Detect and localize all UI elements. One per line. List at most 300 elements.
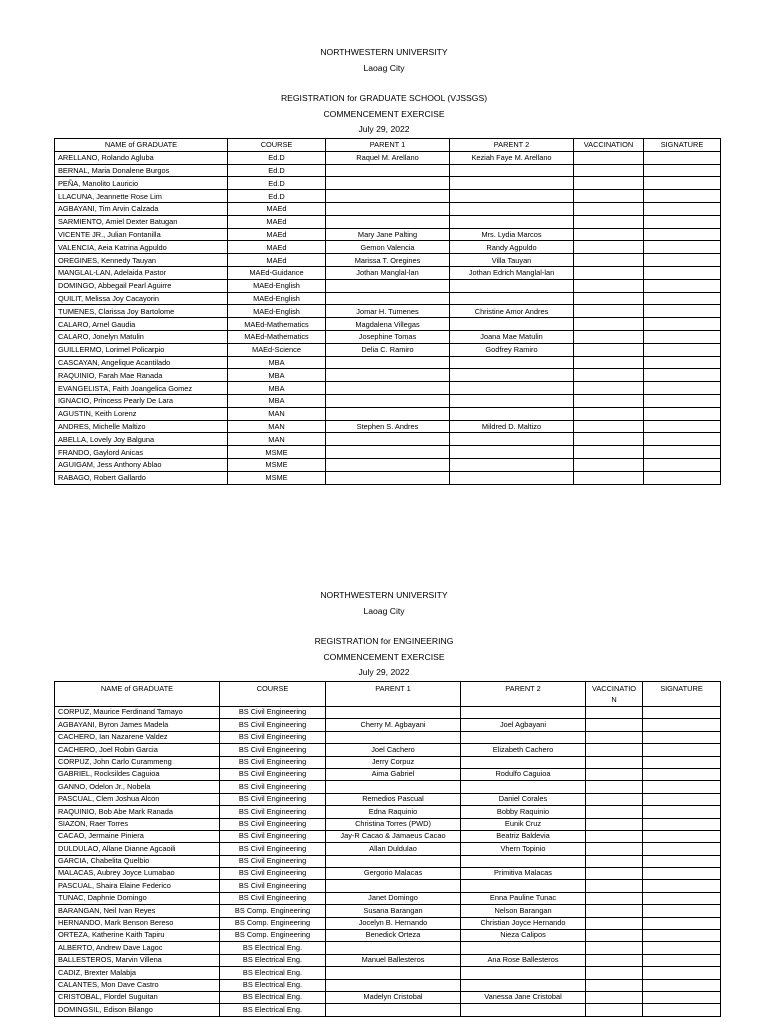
parent2-cell xyxy=(461,731,586,743)
parent2-cell: Ana Rose Ballesteros xyxy=(461,954,586,966)
parent1-cell xyxy=(326,855,461,867)
signature-cell xyxy=(644,292,721,305)
course-cell: BS Electrical Eng. xyxy=(220,979,326,991)
parent1-cell: Jerry Corpuz xyxy=(326,756,461,768)
course-cell: MAEd xyxy=(228,254,326,267)
table-row xyxy=(55,905,721,917)
signature-cell xyxy=(644,228,721,241)
course-cell: MAEd-Mathematics xyxy=(228,318,326,331)
parent1-cell xyxy=(326,356,450,369)
course-cell: Ed.D xyxy=(228,177,326,190)
registration-title: REGISTRATION for ENGINEERING xyxy=(314,636,454,646)
course-cell: MAEd-English xyxy=(228,279,326,292)
table-row xyxy=(55,806,721,818)
graduate-name-cell: AGBAYANI, Byron James Madela xyxy=(55,719,220,731)
parent2-cell: Mildred D. Maltizo xyxy=(450,420,574,433)
vaccination-cell xyxy=(586,954,643,966)
column-header: PARENT 1 xyxy=(326,682,461,707)
course-cell: BS Civil Engineering xyxy=(220,781,326,793)
graduate-name-cell: ALBERTO, Andrew Dave Lagoc xyxy=(55,942,220,954)
engineering-table xyxy=(54,681,721,1017)
column-header: NAME of GRADUATE xyxy=(55,682,220,707)
signature-cell xyxy=(644,266,721,279)
parent1-cell xyxy=(326,446,450,459)
column-header: SIGNATURE xyxy=(643,682,721,707)
graduate-name-cell: DULDULAO, Allane Dianne Agcaoili xyxy=(55,843,220,855)
table-row xyxy=(55,744,721,756)
table-row xyxy=(55,818,721,830)
table-body xyxy=(55,151,721,484)
parent1-cell: Gergorio Malacas xyxy=(326,868,461,880)
section1-header xyxy=(0,45,768,138)
vaccination-cell xyxy=(574,369,644,382)
signature-cell xyxy=(644,305,721,318)
vaccination-cell xyxy=(586,744,643,756)
course-cell: MBA xyxy=(228,356,326,369)
parent1-cell: Janet Domingo xyxy=(326,892,461,904)
parent2-cell xyxy=(450,369,574,382)
parent1-cell xyxy=(326,1004,461,1016)
vaccination-cell xyxy=(586,719,643,731)
vaccination-cell xyxy=(574,164,644,177)
parent1-cell xyxy=(326,177,450,190)
parent1-cell xyxy=(326,382,450,395)
column-header: COURSE xyxy=(228,139,326,152)
graduate-school-table xyxy=(54,138,721,485)
graduate-name-cell: PASCUAL, Shaira Elaine Federico xyxy=(55,880,220,892)
signature-cell xyxy=(644,241,721,254)
university-name: NORTHWESTERN UNIVERSITY xyxy=(320,590,448,600)
registration-title: REGISTRATION for GRADUATE SCHOOL (VJSSGS) xyxy=(280,93,488,103)
course-cell: BS Civil Engineering xyxy=(220,707,326,719)
course-cell: MAEd xyxy=(228,215,326,228)
signature-cell xyxy=(643,768,721,780)
course-cell: BS Civil Engineering xyxy=(220,756,326,768)
graduate-name-cell: RAQUINIO, Bob Abe Mark Ranada xyxy=(55,806,220,818)
table-row xyxy=(55,719,721,731)
vaccination-cell xyxy=(574,330,644,343)
vaccination-cell xyxy=(586,707,643,719)
city: Laoag City xyxy=(363,605,405,616)
parent2-cell: Jothan Edrich Manglal-lan xyxy=(450,266,574,279)
parent2-cell: Rodulfo Caguioa xyxy=(461,768,586,780)
vaccination-cell xyxy=(586,855,643,867)
graduate-name-cell: CACAO, Jermaine Piniera xyxy=(55,830,220,842)
table-row xyxy=(55,407,721,420)
signature-cell xyxy=(643,892,721,904)
signature-cell xyxy=(643,756,721,768)
parent1-cell xyxy=(326,707,461,719)
signature-cell xyxy=(643,905,721,917)
parent2-cell xyxy=(450,433,574,446)
course-cell: BS Electrical Eng. xyxy=(220,954,326,966)
course-cell: BS Civil Engineering xyxy=(220,892,326,904)
column-header: NAME of GRADUATE xyxy=(55,139,228,152)
parent2-cell xyxy=(450,215,574,228)
graduate-name-cell: GARCIA, Chabelita Quelbio xyxy=(55,855,220,867)
parent1-cell xyxy=(326,202,450,215)
signature-cell xyxy=(644,471,721,484)
graduate-name-cell: CALARO, Jonelyn Matulin xyxy=(55,330,228,343)
parent2-cell: Eunik Cruz xyxy=(461,818,586,830)
vaccination-cell xyxy=(574,407,644,420)
course-cell: MAEd-English xyxy=(228,305,326,318)
parent1-cell: Delia C. Ramiro xyxy=(326,343,450,356)
parent2-cell: Christine Amor Andres xyxy=(450,305,574,318)
table-row xyxy=(55,228,721,241)
vaccination-cell xyxy=(586,905,643,917)
table-row xyxy=(55,868,721,880)
parent1-cell: Cherry M. Agbayani xyxy=(326,719,461,731)
graduate-name-cell: AGUSTIN, Keith Lorenz xyxy=(55,407,228,420)
parent2-cell xyxy=(450,471,574,484)
column-header: SIGNATURE xyxy=(644,139,721,152)
table-row xyxy=(55,731,721,743)
parent1-cell: Benedick Orteza xyxy=(326,930,461,942)
parent1-cell xyxy=(326,190,450,203)
course-cell: MBA xyxy=(228,369,326,382)
graduate-name-cell: SARMIENTO, Amiel Dexter Batugan xyxy=(55,215,228,228)
course-cell: BS Electrical Eng. xyxy=(220,1004,326,1016)
signature-cell xyxy=(643,880,721,892)
table-row xyxy=(55,781,721,793)
signature-cell xyxy=(644,190,721,203)
vaccination-cell xyxy=(574,266,644,279)
graduate-name-cell: DOMINGSIL, Edison Bilango xyxy=(55,1004,220,1016)
parent1-cell: Jomar H. Tumenes xyxy=(326,305,450,318)
parent1-cell xyxy=(326,880,461,892)
parent1-cell: Susana Barangan xyxy=(326,905,461,917)
table-row xyxy=(55,458,721,471)
table-header-row xyxy=(55,139,721,152)
graduate-name-cell: BERNAL, Maria Donalene Burgos xyxy=(55,164,228,177)
parent2-cell xyxy=(461,707,586,719)
vaccination-cell xyxy=(586,843,643,855)
parent2-cell: Christian Joyce Hernando xyxy=(461,917,586,929)
signature-cell xyxy=(643,731,721,743)
graduate-name-cell: HERNANDO, Mark Benson Bereso xyxy=(55,917,220,929)
graduate-name-cell: IGNACIO, Princess Pearly De Lara xyxy=(55,394,228,407)
graduate-name-cell: PEÑA, Manolito Lauricio xyxy=(55,177,228,190)
table-row xyxy=(55,190,721,203)
course-cell: BS Civil Engineering xyxy=(220,880,326,892)
parent2-cell: Keziah Faye M. Arellano xyxy=(450,151,574,164)
graduate-name-cell: TUNAC, Daphnie Domingo xyxy=(55,892,220,904)
table-row xyxy=(55,979,721,991)
graduate-name-cell: CORPUZ, Maurice Ferdinand Tamayo xyxy=(55,707,220,719)
course-cell: BS Electrical Eng. xyxy=(220,991,326,1003)
parent1-cell xyxy=(326,292,450,305)
table-row xyxy=(55,471,721,484)
table-row xyxy=(55,446,721,459)
parent2-cell xyxy=(450,164,574,177)
signature-cell xyxy=(643,979,721,991)
parent2-cell: Daniel Corales xyxy=(461,793,586,805)
column-header: VACCINATION xyxy=(574,139,644,152)
table-row xyxy=(55,930,721,942)
course-cell: MSME xyxy=(228,446,326,459)
signature-cell xyxy=(644,446,721,459)
table-row xyxy=(55,369,721,382)
table-row xyxy=(55,793,721,805)
table-row xyxy=(55,1004,721,1016)
graduate-name-cell: QUILIT, Melissa Joy Cacayorin xyxy=(55,292,228,305)
parent1-cell: Aima Gabriel xyxy=(326,768,461,780)
course-cell: BS Electrical Eng. xyxy=(220,967,326,979)
table-row xyxy=(55,843,721,855)
parent2-cell xyxy=(450,356,574,369)
vaccination-cell xyxy=(574,190,644,203)
vaccination-cell xyxy=(586,868,643,880)
graduate-name-cell: CADIZ, Brexter Malabja xyxy=(55,967,220,979)
parent2-cell: Joana Mae Matulin xyxy=(450,330,574,343)
parent2-cell xyxy=(450,382,574,395)
vaccination-cell xyxy=(574,151,644,164)
parent1-cell xyxy=(326,407,450,420)
parent2-cell xyxy=(450,446,574,459)
parent1-cell: Edna Raquinio xyxy=(326,806,461,818)
parent2-cell: Vhern Topinio xyxy=(461,843,586,855)
graduate-name-cell: CALARO, Arnel Gaudia xyxy=(55,318,228,331)
parent1-cell: Jothan Manglal-lan xyxy=(326,266,450,279)
course-cell: MAEd-Guidance xyxy=(228,266,326,279)
parent1-cell: Mary Jane Palting xyxy=(326,228,450,241)
signature-cell xyxy=(643,868,721,880)
event-title: COMMENCEMENT EXERCISE xyxy=(323,651,445,662)
vaccination-cell xyxy=(574,420,644,433)
graduate-name-cell: EVANGELISTA, Faith Joangelica Gomez xyxy=(55,382,228,395)
course-cell: BS Civil Engineering xyxy=(220,818,326,830)
parent1-cell xyxy=(326,215,450,228)
parent1-cell xyxy=(326,979,461,991)
vaccination-cell xyxy=(586,967,643,979)
parent2-cell xyxy=(450,292,574,305)
course-cell: BS Civil Engineering xyxy=(220,830,326,842)
vaccination-cell xyxy=(574,382,644,395)
graduate-name-cell: ANDRES, Michelle Maltizo xyxy=(55,420,228,433)
table-row xyxy=(55,254,721,267)
vaccination-cell xyxy=(586,830,643,842)
parent2-cell: Randy Agpuldo xyxy=(450,241,574,254)
course-cell: MAN xyxy=(228,420,326,433)
parent1-cell: Stephen S. Andres xyxy=(326,420,450,433)
table-row xyxy=(55,967,721,979)
table-row xyxy=(55,343,721,356)
graduate-name-cell: GANNO, Odelon Jr., Nobela xyxy=(55,781,220,793)
vaccination-cell xyxy=(574,394,644,407)
vaccination-cell xyxy=(574,318,644,331)
table-row xyxy=(55,768,721,780)
graduate-name-cell: BALLESTEROS, Marvin Villena xyxy=(55,954,220,966)
vaccination-cell xyxy=(586,781,643,793)
parent2-cell: Vanessa Jane Cristobal xyxy=(461,991,586,1003)
column-header: COURSE xyxy=(220,682,326,707)
signature-cell xyxy=(644,369,721,382)
parent1-cell: Madelyn Cristobal xyxy=(326,991,461,1003)
course-cell: BS Civil Engineering xyxy=(220,793,326,805)
vaccination-cell xyxy=(586,930,643,942)
table-row xyxy=(55,215,721,228)
graduate-name-cell: PASCUAL, Clem Joshua Alcon xyxy=(55,793,220,805)
parent2-cell: Nelson Barangan xyxy=(461,905,586,917)
signature-cell xyxy=(643,830,721,842)
table-row xyxy=(55,917,721,929)
city: Laoag City xyxy=(363,62,405,73)
table-row xyxy=(55,394,721,407)
parent1-cell xyxy=(326,433,450,446)
course-cell: MBA xyxy=(228,394,326,407)
parent2-cell xyxy=(450,202,574,215)
vaccination-cell xyxy=(574,446,644,459)
column-header: VACCINATIO N xyxy=(586,682,643,707)
table-row xyxy=(55,880,721,892)
parent1-cell: Gemon Valencia xyxy=(326,241,450,254)
signature-cell xyxy=(643,818,721,830)
table-row xyxy=(55,241,721,254)
parent1-cell xyxy=(326,164,450,177)
signature-cell xyxy=(643,930,721,942)
vaccination-cell xyxy=(586,880,643,892)
vaccination-cell xyxy=(574,471,644,484)
signature-cell xyxy=(644,394,721,407)
parent1-cell xyxy=(326,458,450,471)
parent2-cell: Elizabeth Cachero xyxy=(461,744,586,756)
graduate-name-cell: AGUIGAM, Jess Anthony Ablao xyxy=(55,458,228,471)
table-row xyxy=(55,892,721,904)
vaccination-cell xyxy=(574,254,644,267)
graduate-name-cell: VICENTE JR., Julian Fontanilla xyxy=(55,228,228,241)
parent2-cell xyxy=(461,967,586,979)
parent2-cell xyxy=(450,318,574,331)
table-header-row xyxy=(55,682,721,707)
signature-cell xyxy=(644,215,721,228)
graduate-name-cell: SIAZON, Raer Torres xyxy=(55,818,220,830)
course-cell: BS Civil Engineering xyxy=(220,731,326,743)
course-cell: MAEd xyxy=(228,241,326,254)
table-row xyxy=(55,305,721,318)
signature-cell xyxy=(644,343,721,356)
table-row xyxy=(55,356,721,369)
signature-cell xyxy=(644,330,721,343)
parent1-cell: Remedios Pascual xyxy=(326,793,461,805)
graduate-name-cell: CACHERO, Joel Robin Garcia xyxy=(55,744,220,756)
parent2-cell xyxy=(450,394,574,407)
course-cell: BS Comp. Engineering xyxy=(220,905,326,917)
signature-cell xyxy=(644,202,721,215)
graduate-name-cell: ARELLANO, Rolando Agluba xyxy=(55,151,228,164)
table-row xyxy=(55,292,721,305)
course-cell: BS Civil Engineering xyxy=(220,744,326,756)
parent2-cell: Joel Agbayani xyxy=(461,719,586,731)
signature-cell xyxy=(644,407,721,420)
graduate-name-cell: CACHERO, Ian Nazarene Valdez xyxy=(55,731,220,743)
signature-cell xyxy=(643,855,721,867)
course-cell: Ed.D xyxy=(228,164,326,177)
vaccination-cell xyxy=(586,818,643,830)
course-cell: BS Civil Engineering xyxy=(220,843,326,855)
parent2-cell xyxy=(450,407,574,420)
signature-cell xyxy=(643,942,721,954)
course-cell: MAEd-Mathematics xyxy=(228,330,326,343)
signature-cell xyxy=(644,151,721,164)
parent1-cell: Allan Duldulao xyxy=(326,843,461,855)
table-row xyxy=(55,164,721,177)
signature-cell xyxy=(644,254,721,267)
course-cell: BS Civil Engineering xyxy=(220,806,326,818)
table-row xyxy=(55,830,721,842)
table-row xyxy=(55,202,721,215)
table-row xyxy=(55,279,721,292)
course-cell: MAEd-English xyxy=(228,292,326,305)
course-cell: BS Civil Engineering xyxy=(220,855,326,867)
table-row xyxy=(55,318,721,331)
vaccination-cell xyxy=(574,202,644,215)
vaccination-cell xyxy=(586,942,643,954)
signature-cell xyxy=(644,318,721,331)
vaccination-cell xyxy=(574,215,644,228)
vaccination-cell xyxy=(574,228,644,241)
course-cell: Ed.D xyxy=(228,151,326,164)
graduate-name-cell: AGBAYANI, Tim Arvin Calzada xyxy=(55,202,228,215)
graduate-name-cell: ORTEZA, Katherine Kaith Tapiru xyxy=(55,930,220,942)
signature-cell xyxy=(643,744,721,756)
parent2-cell xyxy=(461,1004,586,1016)
table-row xyxy=(55,954,721,966)
university-name: NORTHWESTERN UNIVERSITY xyxy=(320,47,448,57)
parent2-cell xyxy=(450,177,574,190)
parent1-cell xyxy=(326,967,461,979)
column-header: PARENT 2 xyxy=(461,682,586,707)
table-body xyxy=(55,707,721,1017)
parent1-cell: Jocelyn B. Hernando xyxy=(326,917,461,929)
signature-cell xyxy=(644,433,721,446)
parent1-cell xyxy=(326,942,461,954)
graduate-name-cell: VALENCIA, Aeia Katrina Agpuldo xyxy=(55,241,228,254)
signature-cell xyxy=(644,458,721,471)
parent2-cell xyxy=(461,855,586,867)
course-cell: BS Civil Engineering xyxy=(220,719,326,731)
parent2-cell xyxy=(461,756,586,768)
parent1-cell: Manuel Ballesteros xyxy=(326,954,461,966)
graduate-name-cell: DOMINGO, Abbegail Pearl Aguirre xyxy=(55,279,228,292)
table-row xyxy=(55,382,721,395)
signature-cell xyxy=(643,917,721,929)
vaccination-cell xyxy=(586,793,643,805)
graduate-name-cell: MANGLAL-LAN, Adelaida Pastor xyxy=(55,266,228,279)
signature-cell xyxy=(644,177,721,190)
parent2-cell: Villa Tauyan xyxy=(450,254,574,267)
vaccination-cell xyxy=(574,356,644,369)
parent2-cell xyxy=(450,190,574,203)
course-cell: MAN xyxy=(228,407,326,420)
signature-cell xyxy=(644,382,721,395)
graduate-name-cell: CASCAYAN, Angelique Acantilado xyxy=(55,356,228,369)
signature-cell xyxy=(643,991,721,1003)
table-row xyxy=(55,991,721,1003)
graduate-name-cell: CALANTES, Mon Dave Castro xyxy=(55,979,220,991)
signature-cell xyxy=(643,967,721,979)
graduate-name-cell: ABELLA, Lovely Joy Balguna xyxy=(55,433,228,446)
table-row xyxy=(55,855,721,867)
parent2-cell xyxy=(461,781,586,793)
vaccination-cell xyxy=(574,292,644,305)
signature-cell xyxy=(644,164,721,177)
course-cell: BS Civil Engineering xyxy=(220,768,326,780)
parent1-cell: Josephine Tomas xyxy=(326,330,450,343)
parent2-cell: Mrs. Lydia Marcos xyxy=(450,228,574,241)
course-cell: MAN xyxy=(228,433,326,446)
vaccination-cell xyxy=(574,343,644,356)
